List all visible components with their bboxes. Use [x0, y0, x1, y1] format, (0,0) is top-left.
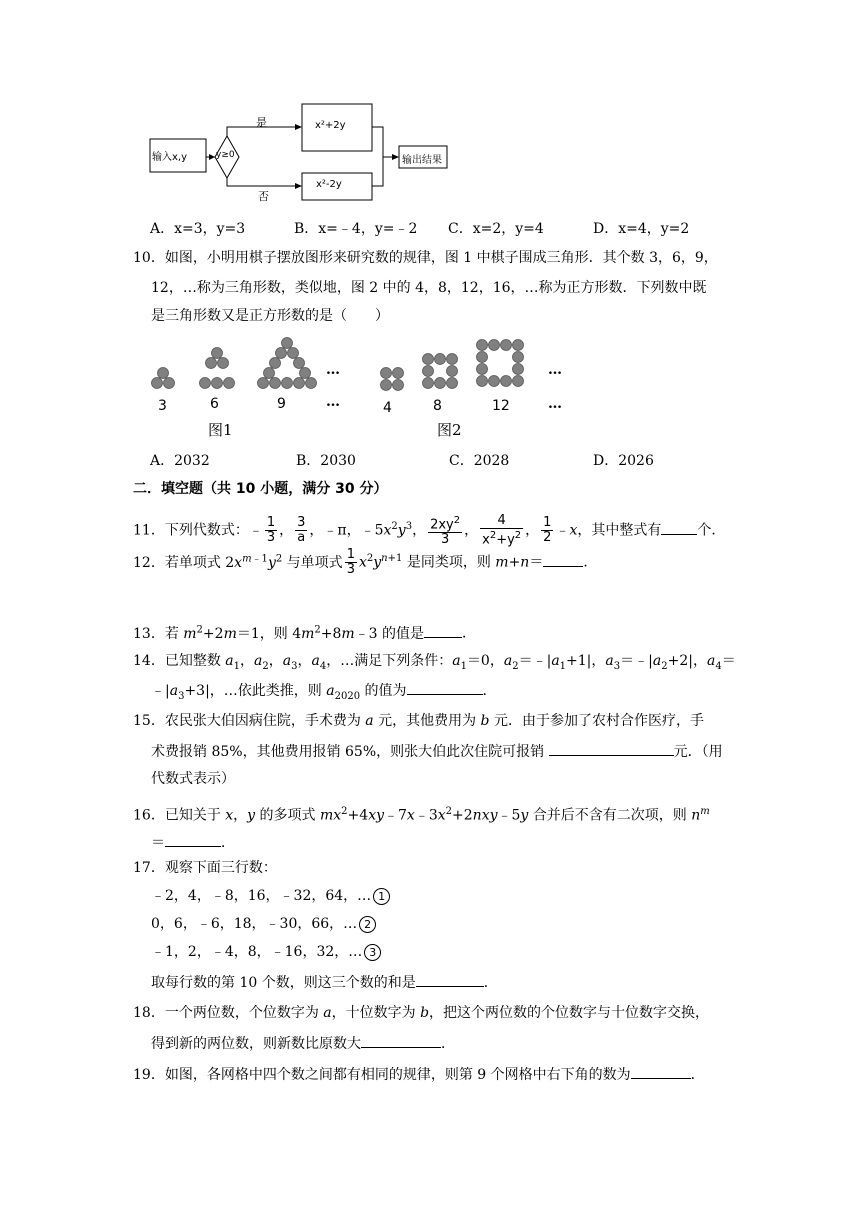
- q10-option-a: A．2032: [150, 453, 210, 469]
- q17-row2: [151, 914, 376, 934]
- flow-input: 输入x,y: [152, 152, 188, 163]
- q9-option-d: D．x=4，y=2: [593, 221, 690, 237]
- q10-option-c: C．2028: [449, 453, 510, 469]
- q12: 12．若单项式 $2x^{m﹣1}y^2$ 与单项式 $\frac{1}{3}$ $x^2y^{n+1}$ 是同类项，则 m+n＝ ．: [133, 547, 598, 578]
- q14-line2: $﹣|a_3+3|$，…依此类推，则 $a_{2020}$ 的值为 ．: [151, 680, 497, 707]
- q11-blank[interactable]: [661, 520, 697, 535]
- q17-blank[interactable]: [416, 972, 484, 987]
- fig1-ellipsis: …: [326, 362, 340, 378]
- q17-row1: [151, 886, 390, 906]
- q10-option-b: B．2030: [296, 453, 356, 469]
- q11: 11．下列代数式：﹣ $\frac{1}{3}$ ， $\frac{3}{a}$ ，﹣π，$﹣5x^2y^3$， $\frac{2xy^2}{3}$ ， $\frac{4}{x^2+y^2}$ ， $\frac{1}{2}$ ﹣x，其中整式有 个．: [133, 512, 726, 548]
- q19-text: 19．如图，各网格中四个数之间都有相同的规律，则第 9 个网格中右下角的数为: [133, 1067, 631, 1083]
- q9-option-a: A．x=3，y=3: [150, 221, 246, 237]
- q12-text: 12．若单项式 $2x^{m﹣1}y^2$ 与单项式: [133, 553, 343, 571]
- q18-line2-text: 得到新的两位数，则新数比原数大: [151, 1036, 361, 1052]
- q11-frac-2xy2-3: $\frac{2xy^2}{3}$: [430, 514, 461, 548]
- q17-ask: 取每行数的第 10 个数，则这三个数的和是 ．: [151, 972, 498, 993]
- flow-yes-label: 是: [256, 116, 267, 129]
- q10-line2: 12，…称为三角形数，类似地，图 2 中的 4，8，12，16，…称为正方形数．下列数中既: [151, 280, 707, 296]
- q10-line1: 10．如图，小明用棋子摆放图形来研究数的规律，图 1 中棋子围成三角形．其个数 3，6，9，: [133, 250, 718, 266]
- q11-suffix: ，其中整式有: [577, 522, 662, 539]
- q17-ask-text: 取每行数的第 10 个数，则这三个数的和是: [151, 975, 416, 991]
- q13-text: 13．若 $m^2+2m=1$，则 $4m^2+8m﹣3$ 的值是: [133, 624, 425, 642]
- section-title: 二．填空题（共 10 小题，满分 30 分）: [133, 481, 388, 497]
- q15-line2-tail: 元．（用: [673, 744, 723, 760]
- q14-blank[interactable]: [407, 680, 483, 695]
- fig2-label-4: 4: [383, 400, 392, 416]
- flow-condition: y≥0: [216, 150, 235, 160]
- flow-box-top: x²+2y: [315, 120, 346, 131]
- fig1-caption: 图1: [208, 421, 233, 439]
- fig2-label-12: 12: [492, 398, 510, 414]
- fig1-label-9: 9: [277, 396, 286, 412]
- q17-row3-text: ﹣1，2，﹣4，8，﹣16，32，…: [151, 944, 363, 960]
- q11-tail: 个．: [697, 522, 726, 539]
- q9-option-c: C．x=2，y=4: [448, 221, 544, 237]
- fig2-label-8: 8: [433, 398, 442, 414]
- q11-frac-4: $\frac{4}{x^2+y^2}$: [482, 512, 522, 548]
- flow-box-bottom: x²-2y: [316, 179, 342, 190]
- q10-line3: 是三角形数又是正方形数的是（ ）: [151, 308, 389, 324]
- q19: 19．如图，各网格中四个数之间都有相同的规律，则第 9 个网格中右下角的数为 ．: [133, 1064, 705, 1085]
- q15-line3: 代数式表示）: [151, 771, 235, 787]
- q17-mark-3: 3: [364, 944, 381, 961]
- fig2-ellipsis: …: [548, 362, 562, 378]
- q15-blank[interactable]: [549, 741, 674, 756]
- q16-blank[interactable]: [165, 832, 221, 847]
- q11-frac-1-2: $\frac{1}{2}$: [543, 515, 552, 546]
- fig2-caption: 图2: [437, 421, 462, 439]
- q15-line1: 15．农民张大伯因病住院，手术费为 a 元，其他费用为 b 元．由于参加了农村合作医疗，手: [133, 713, 704, 729]
- q13-blank[interactable]: [424, 623, 462, 638]
- q18-line2: 得到新的两位数，则新数比原数大 ．: [151, 1033, 455, 1054]
- q17-row1-text: ﹣2，4，﹣8，16，﹣32，64，…: [151, 888, 372, 904]
- q19-blank[interactable]: [631, 1064, 691, 1079]
- q11-frac-3-a: $\frac{3}{a}$: [297, 515, 306, 546]
- fig1-label-3: 3: [158, 398, 167, 414]
- flowchart: [140, 96, 460, 201]
- q14-line1: 14．已知整数 $a_1$，$a_2$，$a_3$，$a_4$，…满足下列条件：$a_1=0$，$a_2=﹣|a_1+1|$，$a_3=﹣|a_2+2|$，$a_4=$: [133, 653, 736, 672]
- q18-line1: 18．一个两位数，个位数字为 a，十位数字为 b，把这个两位数的个位数字与十位数字交换，: [133, 1005, 710, 1021]
- q13: 13．若 $m^2+2m=1$，则 $4m^2+8m﹣3$ 的值是 ．: [133, 624, 477, 642]
- q17-title: 17．观察下面三行数：: [133, 860, 277, 876]
- q10-option-d: D．2026: [593, 453, 654, 469]
- fig1-ellipsis-2: …: [326, 394, 340, 410]
- q17-mark-2: 2: [359, 916, 376, 933]
- q12-frac: $\frac{1}{3}$: [346, 547, 355, 578]
- fig1-label-6: 6: [210, 396, 219, 412]
- q16-line2: ＝ ．: [151, 832, 235, 853]
- flow-output: 输出结果: [402, 155, 442, 166]
- q18-blank[interactable]: [361, 1033, 441, 1048]
- fig2-ellipsis-2: …: [548, 396, 562, 412]
- q15-line2: [151, 741, 723, 762]
- flow-no-label: 否: [258, 190, 269, 203]
- q11-prefix: 11．下列代数式：: [133, 522, 249, 539]
- q17-mark-1: 1: [373, 888, 390, 905]
- q17-row2-text: 0，6，﹣6，18，﹣30，66，…: [151, 916, 358, 932]
- q17-row3: [151, 942, 381, 962]
- q11-frac-1-3: $\frac{1}{3}$: [266, 515, 276, 546]
- q9-option-b: B．x=﹣4，y=﹣2: [294, 221, 418, 237]
- q16-line1: 16．已知关于 x，y 的多项式 $mx^2+4xy﹣7x﹣3x^2+2nxy﹣5y$ 合并后不含有二次项，则 $n^m$: [133, 806, 710, 824]
- q15-line2-text: 术费报销 85%，其他费用报销 65%，则张大伯此次住院可报销: [151, 744, 545, 760]
- q12-blank[interactable]: [543, 552, 583, 567]
